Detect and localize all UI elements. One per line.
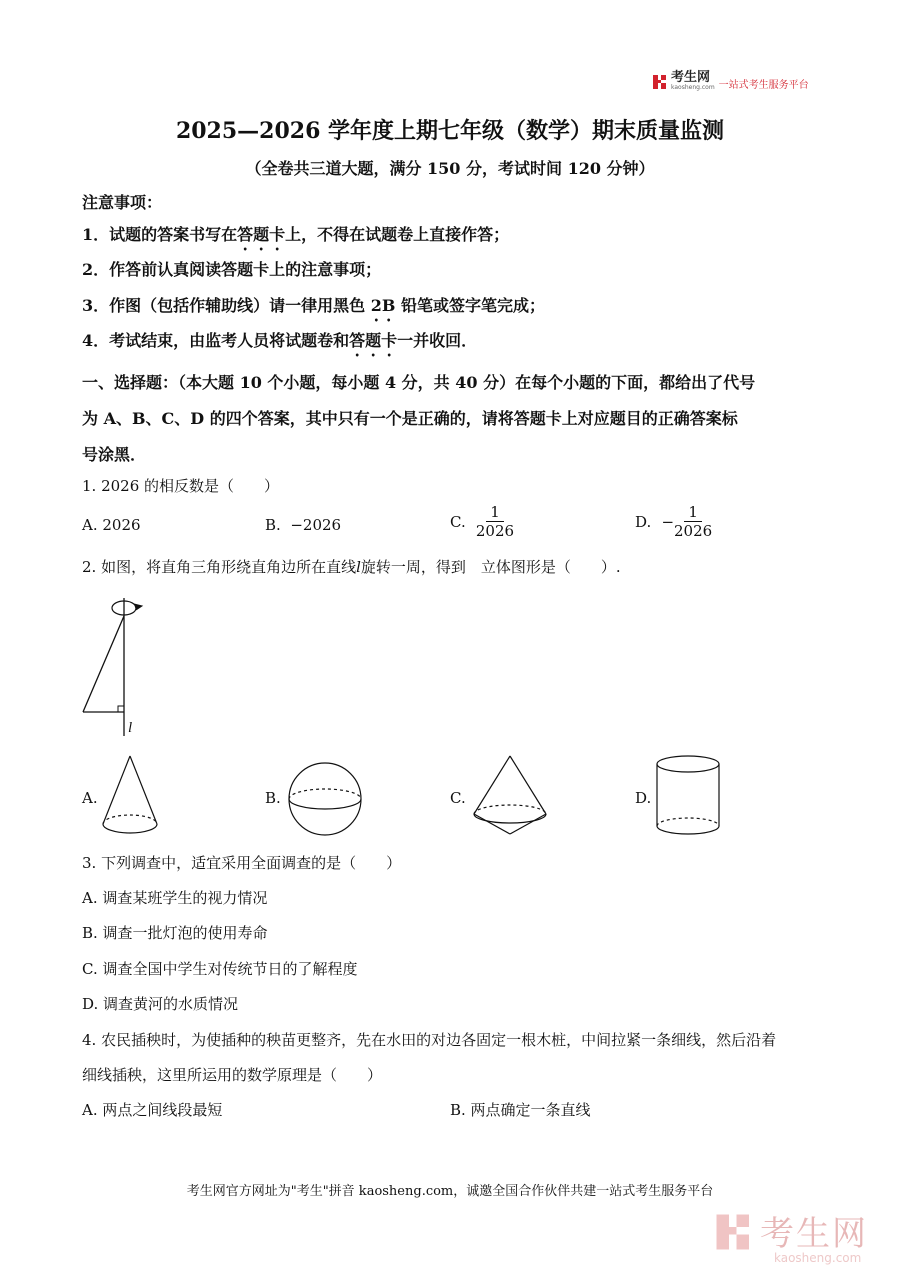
watermark-domain: kaosheng.com xyxy=(774,1251,862,1265)
q2-option-d-label: D. xyxy=(635,789,652,807)
q2-option-c-label: C. xyxy=(450,789,466,807)
q3-option-a: A. 调查某班学生的视力情况 xyxy=(82,889,268,907)
q3-option-b: B. 调查一批灯泡的使用寿命 xyxy=(82,924,268,942)
q2-sphere-figure xyxy=(286,760,364,842)
q1-d-fraction: $\frac{1}{2026}$ xyxy=(674,503,713,540)
q2-double-cone-figure xyxy=(470,752,550,846)
q4-option-a: A. 两点之间线段最短 xyxy=(82,1101,223,1119)
note-2: 2．作答前认真阅读答题卡上的注意事项； xyxy=(82,260,382,279)
brand-logo-icon xyxy=(652,74,668,90)
brand-domain: kaosheng.com xyxy=(671,84,715,91)
q2-stem: 2. 如图，将直角三角形绕直角边所在直线l旋转一周，得到 立体图形是（ ）. xyxy=(82,558,621,576)
section1-line2: 为 A、B、C、D 的四个答案，其中只有一个是正确的，请将答题卡上对应题目的正确答案标 xyxy=(82,409,738,428)
section1-line3: 号涂黑． xyxy=(82,445,147,464)
brand-name: 考生网 kaosheng.com xyxy=(671,70,715,91)
q4-stem-line1: 4. 农民插秧时，为使插种的秧苗更整齐，先在水田的对边各固定一根木桩，中间拉紧一条细线，然后沿着 xyxy=(82,1031,777,1049)
q1-c-fraction: $\frac{1}{2026}$ xyxy=(475,503,515,540)
section1-line1: 一、选择题：（本大题 10 个小题，每小题 4 分，共 40 分）在每个小题的下面，都给出了代号 xyxy=(82,373,756,392)
q2-option-a-label: A. xyxy=(82,789,98,807)
q1-option-c: C. $\frac{1}{2026}$ xyxy=(450,503,515,540)
note-1: 1．试题的答案书写在答题卡上，不得在试题卷上直接作答； xyxy=(82,225,510,244)
exam-title: 2025—2026 学年度上期七年级（数学）期末质量监测 xyxy=(175,118,725,144)
q1-stem: 1. 2026 的相反数是（ ） xyxy=(82,477,280,495)
q3-option-d: D. 调查黄河的水质情况 xyxy=(82,995,239,1013)
q1-option-a: A. 2026 xyxy=(82,516,141,534)
note-4: 4．考试结束，由监考人员将试题卷和答题卡一并收回． xyxy=(82,331,478,350)
exam-subtitle: （全卷共三道大题，满分 150 分，考试时间 120 分钟） xyxy=(245,159,655,178)
q1-option-d: D. − $\frac{1}{2026}$ xyxy=(635,503,713,540)
watermark-logo-icon xyxy=(714,1212,754,1256)
note-3: 3．作图（包括作辅助线）请一律用黑色 2B 铅笔或签字笔完成； xyxy=(82,296,545,315)
q4-option-b: B. 两点确定一条直线 xyxy=(450,1101,591,1119)
watermark-brand: 考生网 xyxy=(760,1214,868,1254)
brand-slogan: 一站式考生服务平台 xyxy=(718,80,809,91)
page-footer: 考生网官方网址为"考生"拼音 kaosheng.com，诚邀全国合作伙伴共建一站式考生服务平台 xyxy=(186,1184,714,1199)
q2-cylinder-figure xyxy=(652,752,724,844)
q3-option-c: C. 调查全国中学生对传统节日的了解程度 xyxy=(82,960,358,978)
watermark xyxy=(760,1206,868,1265)
notes-heading: 注意事项： xyxy=(82,193,163,212)
q1-option-b: B. −2026 xyxy=(265,516,342,534)
q2-option-b-label: B. xyxy=(265,789,281,807)
q2-axis-label: l xyxy=(128,720,133,736)
brand-logo xyxy=(652,72,809,91)
q3-stem: 3. 下列调查中，适宜采用全面调查的是（ ） xyxy=(82,854,402,872)
q2-cone-figure xyxy=(100,752,160,844)
q2-triangle-figure xyxy=(78,596,158,745)
q4-stem-line2: 细线插秧，这里所运用的数学原理是（ ） xyxy=(82,1066,383,1084)
